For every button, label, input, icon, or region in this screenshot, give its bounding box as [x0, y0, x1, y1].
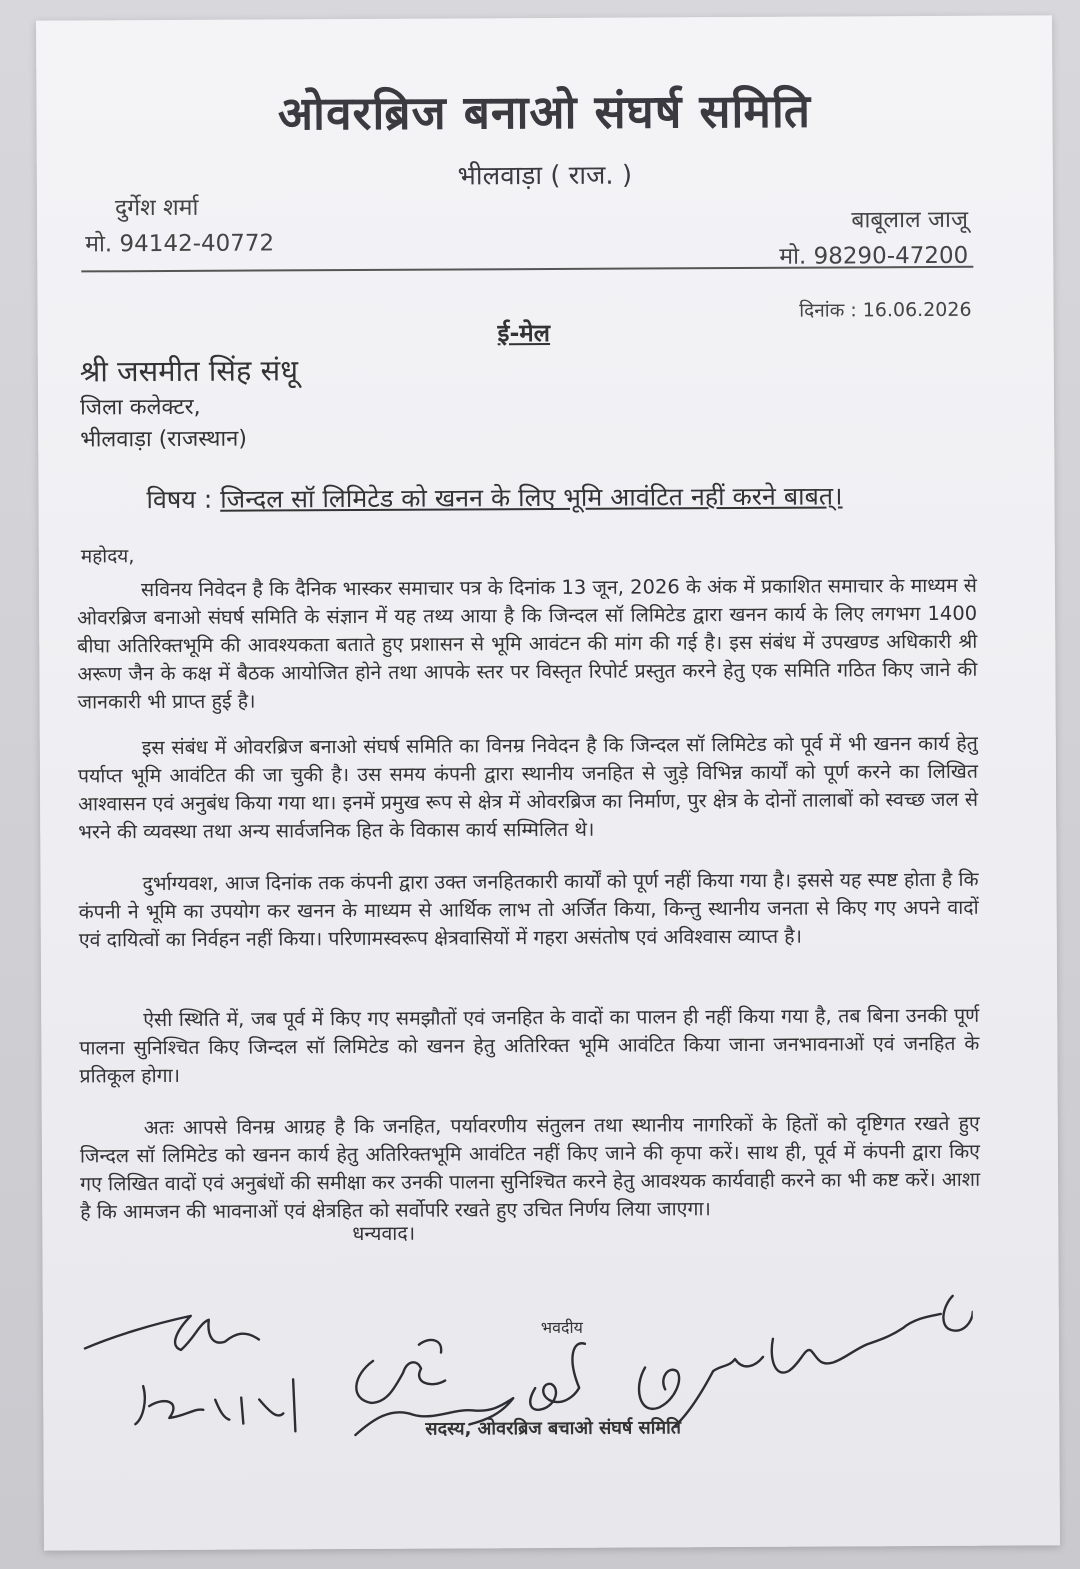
contact-left-name: दुर्गेश शर्मा: [114, 194, 199, 222]
signature-5: [771, 1296, 973, 1373]
signature-1-bottom: [135, 1379, 295, 1432]
subject-line: [146, 478, 842, 516]
letterhead-contact-right: [779, 202, 968, 275]
body-paragraph-5: अतः आपसे विनम्र आग्रह है कि जनहित, पर्यावरणीय संतुलन तथा स्थानीय नागरिकों के हितों को दृष्टिगत रखते हुए जिन्दल सॉ लिमिटेड को खनन कार्य हेतु अतिरिक्तभूमि आवंटित नहीं किए जाने की कृपा करें। साथ ही, पूर्व में कंपनी द्वारा किए गए लिखित वादों एवं अनुबंधों की समीक्षा कर उनकी पालना सुनिश्चित करने हेतु आवश्यक कार्यवाही करने का भी कष्ट करें। आशा है कि आमजन की भावनाओं एवं क्षेत्रहित को सर्वोपरि रखते हुए उचित निर्णय लिया जाएगा।: [79, 1111, 981, 1224]
letter-date: दिनांक : 16.06.2026: [799, 298, 972, 322]
recipient-place: भीलवाड़ा (राजस्थान): [80, 426, 248, 453]
recipient-block: [80, 349, 299, 456]
salutation: महोदय,: [80, 545, 135, 568]
letterhead-contact-left: [85, 189, 274, 262]
thanks-text: धन्यवाद।: [352, 1221, 416, 1246]
letterhead-title: ओवरब्रिज बनाओ संघर्ष समिति: [277, 83, 812, 141]
closing-text: भवदीय: [540, 1317, 583, 1338]
contact-left-mobile: मो. 94142-40772: [85, 230, 275, 258]
letter-page: [36, 15, 1060, 1550]
signature-2-top: [356, 1340, 445, 1403]
recipient-name: श्री जसमीत सिंह संधू: [79, 353, 299, 389]
signature-3: [530, 1343, 585, 1410]
contact-right-name: बाबूलाल जाजू: [851, 206, 969, 234]
subject-label: विषय :: [146, 484, 213, 515]
body-paragraph-1: सविनय निवेदन है कि दैनिक भास्कर समाचार पत्र के दिनांक 13 जून, 2026 के अंक में प्रकाशित समाचार के माध्यम से ओवरब्रिज बनाओ संघर्ष समिति के संज्ञान में यह तथ्य आया है कि जिन्दल सॉ लिमिटेड द्वारा खनन कार्य के लिए लगभग 1400 बीघा अतिरिक्तभूमि की आवश्यकता बताते हुए प्रशासन से भूमि आवंटन की मांग की गई है। इस संबंध में उपखण्ड अधिकारी श्री अरूण जैन के कक्ष में बैठक आयोजित होने तथा आपके स्तर पर विस्तृत रिपोर्ट प्रस्तुत करने हेतु एक समिति गठित किए जाने की जानकारी भी प्राप्त हुई है।: [77, 573, 978, 714]
contact-right-mobile: मो. 98290-47200: [779, 242, 969, 270]
email-label: ई-मेल: [497, 318, 551, 348]
recipient-designation: जिला कलेक्टर,: [79, 394, 201, 421]
subject-text: जिन्दल सॉ लिमिटेड को खनन के लिए भूमि आवंटित नहीं करने बाबत्।: [220, 481, 843, 514]
signature-1-top: [85, 1316, 259, 1351]
letterhead-location: भीलवाड़ा ( राज. ): [457, 160, 633, 192]
signatory-line: सदस्य, ओवरब्रिज बचाओ संघर्ष समिति: [425, 1417, 682, 1440]
body-paragraph-2: इस संबंध में ओवरब्रिज बनाओ संघर्ष समिति का विनम्र निवेदन है कि जिन्दल सॉ लिमिटेड को पूर्व में भी खनन कार्य हेतु पर्याप्त भूमि आवंटित की जा चुकी है। उस समय कंपनी द्वारा स्थानीय जनहित से जुड़े विभिन्न कार्यों को पूर्ण करने का लिखित आश्वासन एवं अनुबंध किया गया था। इनमें प्रमुख रूप से क्षेत्र में ओवरब्रिज का निर्माण, पुर क्षेत्र के दोनों तालाबों को स्वच्छ जल से भरने की व्यवस्था तथा अन्य सार्वजनिक हित के विकास कार्य सम्मिलित थे।: [77, 731, 979, 844]
body-paragraph-3: दुर्भाग्यवश, आज दिनांक तक कंपनी द्वारा उक्त जनहितकारी कार्यों को पूर्ण नहीं किया गया है। इससे यह स्पष्ट होता है कि कंपनी ने भूमि का उपयोग कर खनन के माध्यम से आर्थिक लाभ तो अर्जित किया, किन्तु स्थानीय जनता से किए गए अपने वादों एवं दायित्वों का निर्वहन नहीं किया। परिणामस्वरूप क्षेत्रवासियों में गहरा असंतोष एवं अविश्वास व्याप्त है।: [78, 867, 979, 952]
body-paragraph-4: ऐसी स्थिति में, जब पूर्व में किए गए समझौतों एवं जनहित के वादों का पालन ही नहीं किया गया है, तब बिना उनकी पूर्ण पालना सुनिश्चित किए जिन्दल सॉ लिमिटेड को खनन हेतु अतिरिक्त भूमि आवंटित किया जाना जनभावनाओं एवं जनहित के प्रतिकूल होगा।: [79, 1003, 980, 1088]
handwritten-signatures: [72, 1246, 973, 1441]
